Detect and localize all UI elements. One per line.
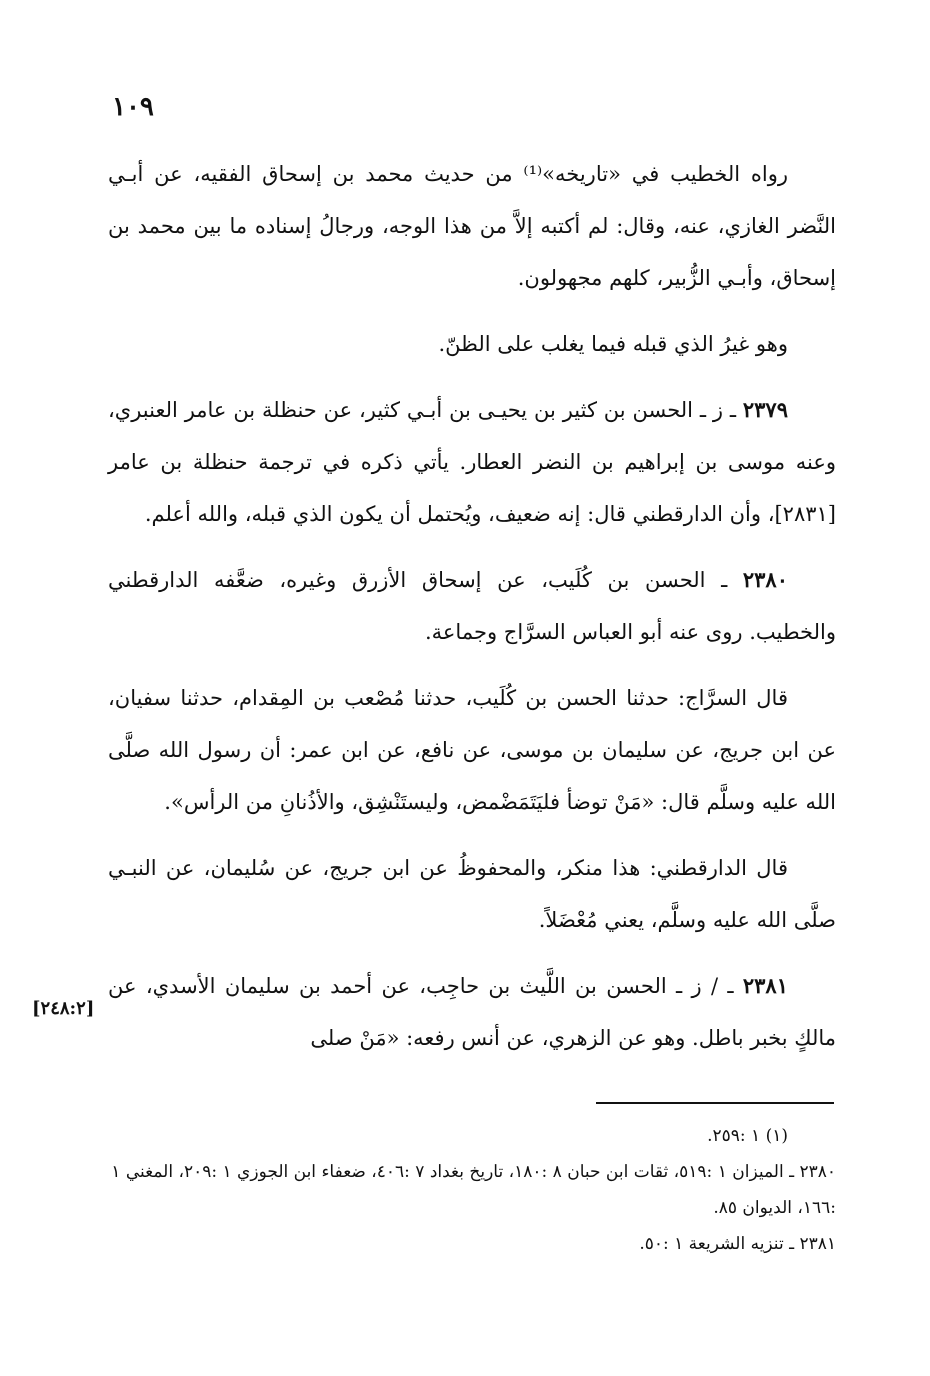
paragraph-text: وهو غيرُ الذي قبله فيما يغلب على الظنّ. <box>438 332 788 356</box>
footnotes <box>108 1118 836 1262</box>
entry-2380 <box>108 554 836 658</box>
entry-number: ٢٣٨٠ <box>742 567 788 592</box>
footnote-separator <box>596 1102 834 1104</box>
margin-page-reference: [٢٤٨:٢] <box>32 998 95 1019</box>
entry-number: ٢٣٨١ <box>742 973 788 998</box>
main-text <box>108 148 836 1064</box>
page-number: ١٠٩ <box>112 92 154 122</box>
paragraph-sarraj-hadith <box>108 672 836 828</box>
paragraph-text: قال الدارقطني: هذا منكر، والمحفوظُ عن ابن جريج، عن سُليمان، عن النبـي صلَّى الله عليه وسلَّم، يعني مُعْضَلاً. <box>108 856 836 932</box>
paragraph-daraqutni <box>108 842 836 946</box>
entry-2381 <box>108 960 836 1064</box>
paragraph-note <box>108 318 836 370</box>
entry-2379 <box>108 384 836 540</box>
footnote-2380-sources: ٢٣٨٠ ـ الميزان ١ :٥١٩، ثقات ابن حبان ٨ :١٨٠، تاريخ بغداد ٧ :٤٠٦، ضعفاء ابن الجوزي ١ :٢٠٩، المغني ١ :١٦٦، الديوان ٨٥. <box>111 1162 836 1218</box>
entry-text: ـ / ز ـ الحسن بن اللَّيث بن حاجِب، عن أحمد بن سليمان الأسدي، عن مالكٍ بخبر باطل. وهو عن الزهري، عن أنس رفعه: «مَنْ صلى <box>108 974 836 1050</box>
footnote-1: (١) ١ :٢٥٩. <box>707 1126 788 1146</box>
paragraph-khatib-narration <box>108 148 836 304</box>
footnote-2381-sources: ٢٣٨١ ـ تنزيه الشريعة ١ :٥٠. <box>639 1234 836 1254</box>
entry-number: ٢٣٧٩ <box>742 397 788 422</box>
paragraph-text: رواه الخطيب في «تاريخه»⁽¹⁾ من حديث محمد بن إسحاق الفقيه، عن أبـي النَّضر الغازي، عنه، وقال: لم أكتبه إلاَّ من هذا الوجه، ورجالُ إسناده ما بين محمد بن إسحاق، وأبـي الزُّبير، كلهم مجهولون. <box>108 162 836 290</box>
paragraph-text: قال السرَّاج: حدثنا الحسن بن كُلَيب، حدثنا مُصْعب بن المِقدام، حدثنا سفيان، عن ابن جريج، عن سليمان بن موسى، عن نافع، عن ابن عمر: أن رسول الله صلَّى الله عليه وسلَّم قال: «مَنْ توضأ فليَتَمَضْمض، وليستَنْشِق، والأذُنانِ من الرأس». <box>108 686 836 814</box>
entry-text: ـ الحسن بن كُلَيب، عن إسحاق الأزرق وغيره، ضعَّفه الدارقطني والخطيب. روى عنه أبو العباس السرَّاج وجماعة. <box>108 568 836 644</box>
entry-text: ـ ز ـ الحسن بن كثير بن يحيـى بن أبـي كثير، عن حنظلة بن عامر العنبري، وعنه موسى بن إبراهيم بن النضر العطار. يأتي ذكره في ترجمة حنظلة بن عامر [٢٨٣١]، وأن الدارقطني قال: إنه ضعيف، ويُحتمل أن يكون الذي قبله، والله أعلم. <box>108 398 836 526</box>
